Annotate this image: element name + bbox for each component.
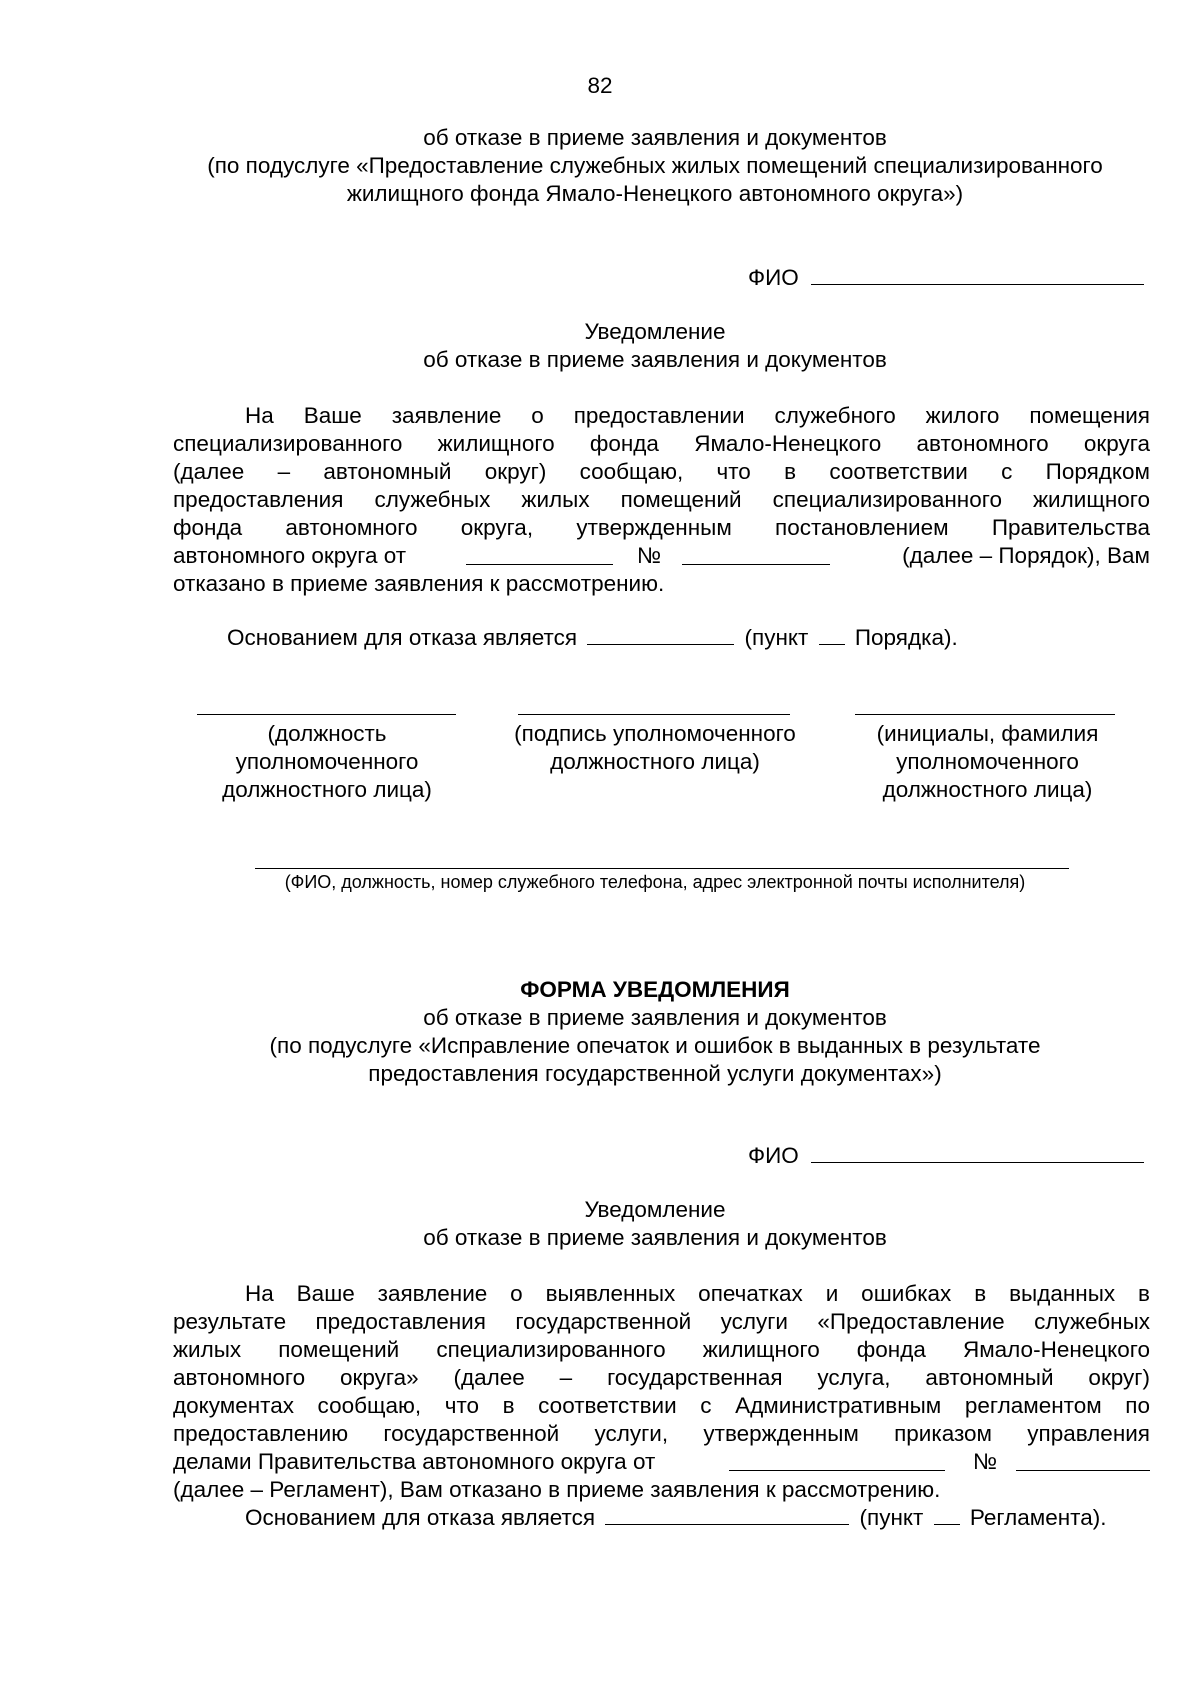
body-line: документах сообщаю, что в соответствии с Административным регламентом по	[173, 1393, 1150, 1418]
caption-line: уполномоченного	[235, 749, 419, 774]
section1-header	[150, 124, 1160, 208]
caption-line: должностного лица)	[222, 777, 432, 802]
caption-line: (подпись уполномоченного	[514, 721, 796, 746]
header-line: предоставления государственной услуги документах»)	[368, 1061, 942, 1086]
body-line: результате предоставления государственной услуги «Предоставление служебных	[173, 1309, 1150, 1334]
section2-header	[150, 976, 1160, 1088]
body-line: специализированного жилищного фонда Ямало-Ненецкого автономного округа	[173, 431, 1150, 456]
caption-line: должностного лица)	[550, 749, 760, 774]
notice-body	[173, 1280, 1150, 1504]
basis-text: (пункт	[744, 625, 809, 650]
signature-caption-position	[187, 720, 467, 804]
number-blank	[1016, 1450, 1150, 1471]
header-line: (по подуслуге «Предоставление служебных жилых помещений специализированного	[207, 153, 1103, 178]
fio-blank	[811, 1142, 1144, 1163]
number-sign: №	[973, 1449, 998, 1474]
executor-caption	[150, 870, 1160, 894]
body-line: На Ваше заявление о предоставлении служебного жилого помещения	[245, 403, 1150, 428]
basis-text: Регламента).	[969, 1505, 1107, 1530]
signature-caption-name	[845, 720, 1130, 804]
caption-line: должностного лица)	[882, 777, 1093, 802]
fio-label: ФИО	[748, 1143, 799, 1168]
body-line: автономного округа» (далее – государственная услуга, автономный округ)	[173, 1365, 1150, 1390]
form-title: ФОРМА УВЕДОМЛЕНИЯ	[520, 977, 790, 1002]
body-line-date	[173, 542, 1150, 570]
notice-title: Уведомление	[584, 319, 726, 344]
clause-blank	[819, 624, 845, 645]
fio-field	[748, 264, 1144, 292]
header-line: об отказе в приеме заявления и документов	[423, 125, 887, 150]
body-line: жилых помещений специализированного жилищного фонда Ямало-Ненецкого	[173, 1337, 1150, 1362]
executor-line	[255, 868, 1069, 869]
fio-blank	[811, 264, 1144, 285]
body-line-date	[173, 1448, 1150, 1476]
clause-blank	[934, 1504, 960, 1525]
notice-body	[173, 402, 1150, 598]
notice-subtitle: об отказе в приеме заявления и документов	[423, 347, 887, 372]
notice-heading	[150, 1196, 1160, 1252]
notice-title: Уведомление	[584, 1197, 726, 1222]
signature-caption-sign	[490, 720, 820, 776]
signature-line-sign	[518, 714, 790, 715]
page-number	[0, 72, 1200, 100]
caption-line: (должность	[267, 721, 387, 746]
page-number-text: 82	[587, 73, 613, 98]
caption-line: (инициалы, фамилия	[876, 721, 1099, 746]
refusal-basis	[227, 624, 958, 652]
refusal-basis	[245, 1504, 1106, 1532]
fio-field	[748, 1142, 1144, 1170]
executor-caption-text: (ФИО, должность, номер служебного телефона, адрес электронной почты исполнителя)	[284, 872, 1026, 892]
header-line: (по подуслуге «Исправление опечаток и ошибок в выданных в результате	[269, 1033, 1041, 1058]
number-blank	[682, 544, 830, 565]
basis-text: Основанием для отказа является	[245, 1505, 596, 1530]
basis-text: Основанием для отказа является	[227, 625, 578, 650]
signature-line-name	[855, 714, 1115, 715]
date-blank	[729, 1450, 945, 1471]
body-line: отказано в приеме заявления к рассмотрению.	[173, 571, 665, 596]
caption-line: уполномоченного	[896, 749, 1079, 774]
date-blank	[466, 544, 613, 565]
fio-label: ФИО	[748, 265, 799, 290]
basis-text: Порядка).	[854, 625, 958, 650]
notice-subtitle: об отказе в приеме заявления и документов	[423, 1225, 887, 1250]
body-line: (далее – Регламент), Вам отказано в приеме заявления к рассмотрению.	[173, 1477, 941, 1502]
body-line: фонда автономного округа, утвержденным постановлением Правительства	[173, 515, 1150, 540]
body-text: делами Правительства автономного округа от	[173, 1449, 656, 1474]
header-line: об отказе в приеме заявления и документов	[423, 1005, 887, 1030]
signature-line-position	[197, 714, 456, 715]
header-line: жилищного фонда Ямало-Ненецкого автономного округа»)	[346, 181, 964, 206]
basis-blank	[587, 624, 734, 645]
body-text: автономного округа от	[173, 543, 407, 568]
body-line: На Ваше заявление о выявленных опечатках и ошибках в выданных в	[245, 1281, 1150, 1306]
notice-heading	[150, 318, 1160, 374]
body-text: (далее – Порядок), Вам	[902, 543, 1150, 568]
number-sign: №	[637, 543, 662, 568]
basis-text: (пункт	[859, 1505, 924, 1530]
body-line: предоставлению государственной услуги, утвержденным приказом управления	[173, 1421, 1150, 1446]
basis-blank	[605, 1504, 849, 1525]
body-line: (далее – автономный округ) сообщаю, что в соответствии с Порядком	[173, 459, 1150, 484]
body-line: предоставления служебных жилых помещений специализированного жилищного	[173, 487, 1150, 512]
